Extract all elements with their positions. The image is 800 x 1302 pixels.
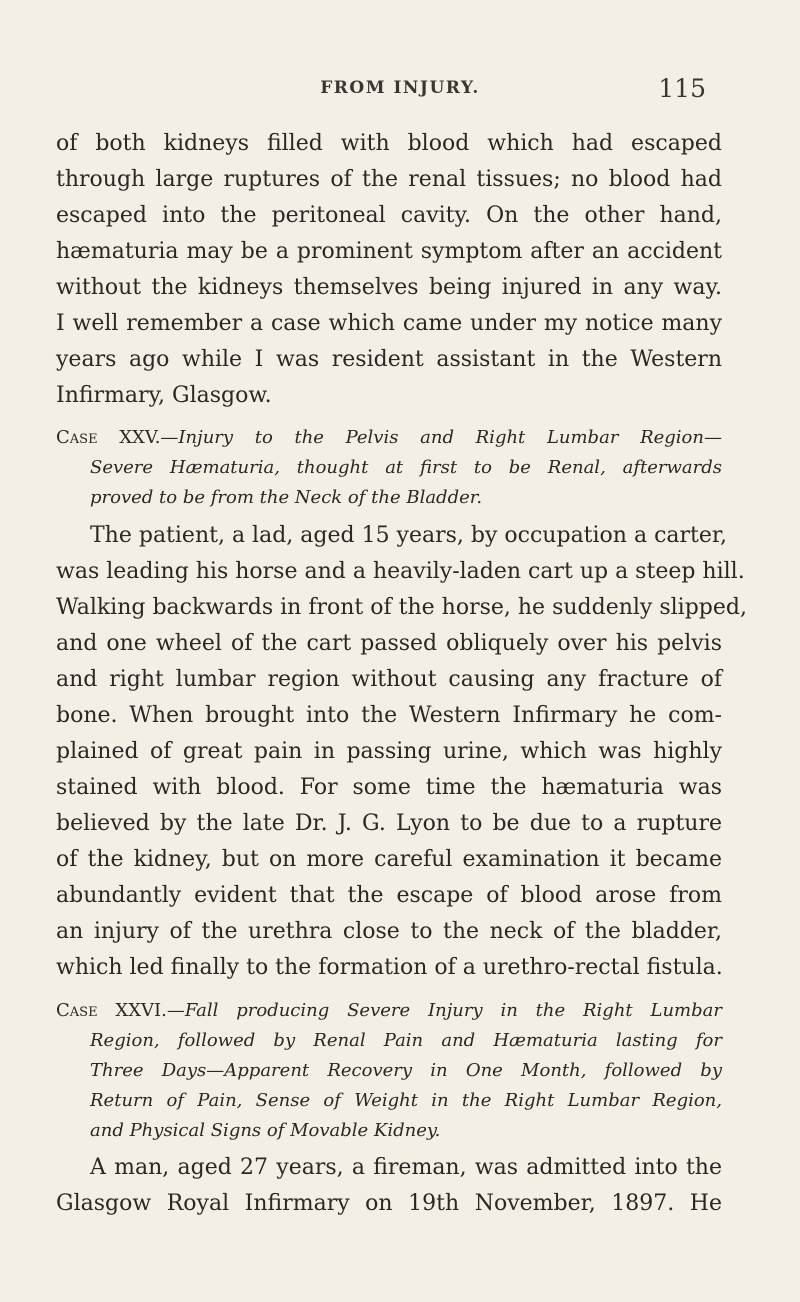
text-line: Walking backwards in front of the horse, he suddenly slipped, xyxy=(56,595,747,620)
text-line: The patient, a lad, aged 15 years, by occupation a carter, xyxy=(90,523,727,548)
case-heading-text: —Injury to the Pelvis and Right Lumbar Region— xyxy=(160,427,722,448)
case-heading-line: and Physical Signs of Movable Kidney. xyxy=(90,1120,441,1141)
text-line: without the kidneys themselves being injured in any way. xyxy=(56,275,722,300)
case-heading-line: Return of Pain, Sense of Weight in the Right Lumbar Region, xyxy=(90,1090,722,1111)
case-25-body xyxy=(56,518,747,986)
text-line: and right lumbar region without causing any fracture of xyxy=(56,667,722,692)
text-line: through large ruptures of the renal tissues; no blood had xyxy=(56,167,722,192)
paragraph-continuation xyxy=(56,126,722,414)
text-line: was leading his horse and a heavily-laden cart up a steep hill. xyxy=(56,559,745,584)
text-line: an injury of the urethra close to the neck of the bladder, xyxy=(56,919,722,944)
case-heading-line: proved to be from the Neck of the Bladder. xyxy=(90,487,483,508)
case-heading-line: Three Days—Apparent Recovery in One Month, followed by xyxy=(90,1060,722,1081)
case-26-body xyxy=(56,1150,722,1222)
text-line: and one wheel of the cart passed obliquely over his pelvis xyxy=(56,631,722,656)
text-line: which led finally to the formation of a urethro-rectal fistula. xyxy=(56,955,723,980)
case-heading-line: Region, followed by Renal Pain and Hæmaturia lasting for xyxy=(90,1030,722,1051)
text-line: of both kidneys filled with blood which had escaped xyxy=(56,131,722,156)
case-26-heading xyxy=(56,996,722,1146)
case-heading-text: —Fall producing Severe Injury in the Right Lumbar xyxy=(166,1000,722,1021)
case-heading-line xyxy=(56,423,722,453)
case-25-heading xyxy=(56,423,722,513)
page-number: 115 xyxy=(658,74,706,103)
text-line: escaped into the peritoneal cavity. On the other hand, xyxy=(56,203,722,228)
text-line: abundantly evident that the escape of blood arose from xyxy=(56,883,722,908)
text-line: Infirmary, Glasgow. xyxy=(56,383,272,408)
running-title: FROM INJURY. xyxy=(320,78,480,98)
text-line: Glasgow Royal Infirmary on 19th November, 1897. He xyxy=(56,1191,722,1216)
running-head xyxy=(0,74,800,104)
text-line: years ago while I was resident assistant in the Western xyxy=(56,347,722,372)
text-line: plained of great pain in passing urine, which was highly xyxy=(56,739,722,764)
case-label: Case XXV. xyxy=(56,427,161,448)
text-line: A man, aged 27 years, a fireman, was admitted into the xyxy=(90,1155,722,1180)
text-line: believed by the late Dr. J. G. Lyon to be due to a rupture xyxy=(56,811,722,836)
case-label: Case XXVI. xyxy=(56,1000,167,1021)
case-heading-line: Severe Hæmaturia, thought at first to be Renal, afterwards xyxy=(90,457,722,478)
text-line: hæmaturia may be a prominent symptom after an accident xyxy=(56,239,722,264)
text-line: bone. When brought into the Western Infirmary he com- xyxy=(56,703,722,728)
case-heading-line xyxy=(56,996,722,1026)
text-line: stained with blood. For some time the hæmaturia was xyxy=(56,775,722,800)
text-line: I well remember a case which came under my notice many xyxy=(56,311,722,336)
text-line: of the kidney, but on more careful examination it became xyxy=(56,847,722,872)
